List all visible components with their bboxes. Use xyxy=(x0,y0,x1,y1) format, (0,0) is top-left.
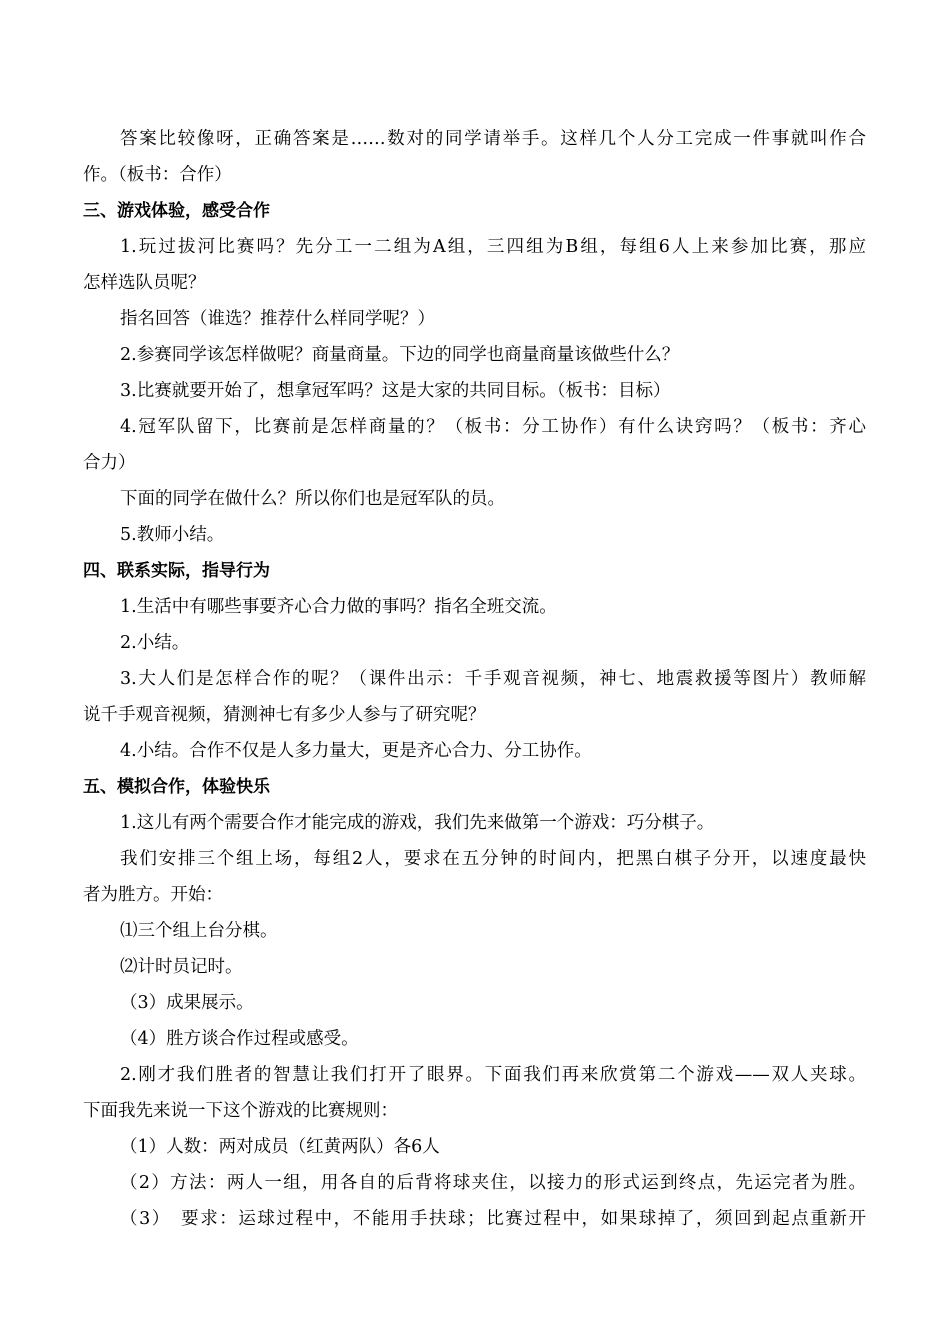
paragraph-line: （4）胜方谈合作过程或感受。 xyxy=(120,1029,359,1049)
paragraph-line: ⑴三个组上台分棋。 xyxy=(120,921,278,941)
paragraph-line: 3.比赛就要开始了，想拿冠军吗？这是大家的共同目标。（板书：目标） xyxy=(120,381,671,401)
paragraph-line: 说千手观音视频，猜测神七有多少人参与了研究呢？ xyxy=(83,705,486,725)
paragraph-line: ⑵计时员记时。 xyxy=(120,957,243,977)
section-heading: 四、联系实际，指导行为 xyxy=(83,561,270,581)
paragraph-line: 合力） xyxy=(83,453,136,473)
paragraph-line: 下面我先来说一下这个游戏的比赛规则： xyxy=(83,1101,398,1121)
paragraph-line: 1.玩过拔河比赛吗？先分工一二组为A组，三四组为B组，每组6人上来参加比赛，那应 xyxy=(120,237,866,257)
paragraph-line: （3）成果展示。 xyxy=(120,993,254,1013)
paragraph-line: 2.小结。 xyxy=(120,633,190,653)
paragraph-line: 4.冠军队留下，比赛前是怎样商量的？（板书：分工协作）有什么诀窍吗？（板书：齐心 xyxy=(120,417,866,437)
paragraph-line: 3.大人们是怎样合作的呢？（课件出示：千手观音视频，神七、地震救援等图片）教师解 xyxy=(120,669,866,689)
section-heading: 三、游戏体验，感受合作 xyxy=(83,201,270,221)
paragraph-line: 指名回答（谁选？推荐什么样同学呢？） xyxy=(120,309,435,329)
section-heading: 五、模拟合作，体验快乐 xyxy=(83,777,270,797)
paragraph-line: 怎样选队员呢？ xyxy=(83,273,206,293)
paragraph-line: 1.生活中有哪些事要齐心合力做的事吗？指名全班交流。 xyxy=(120,597,557,617)
paragraph-line: （3） 要求：运球过程中，不能用手扶球；比赛过程中，如果球掉了，须回到起点重新开 xyxy=(120,1209,866,1229)
paragraph-line: 答案比较像呀，正确答案是……数对的同学请举手。这样几个人分工完成一件事就叫作合 xyxy=(120,129,866,149)
paragraph-line: 5.教师小结。 xyxy=(120,525,225,545)
paragraph-line: 者为胜方。开始： xyxy=(83,885,223,905)
paragraph-line: 我们安排三个组上场，每组2人，要求在五分钟的时间内，把黑白棋子分开，以速度最快 xyxy=(120,849,866,869)
paragraph-line: （1）人数：两对成员（红黄两队）各6人 xyxy=(120,1137,440,1157)
paragraph-line: 2.参赛同学该怎样做呢？商量商量。下边的同学也商量商量该做些什么？ xyxy=(120,345,680,365)
paragraph-line: 下面的同学在做什么？所以你们也是冠军队的员。 xyxy=(120,489,505,509)
paragraph-line: 作。（板书：合作） xyxy=(83,165,232,185)
paragraph-line: 2.刚才我们胜者的智慧让我们打开了眼界。下面我们再来欣赏第二个游戏——双人夹球。 xyxy=(120,1065,866,1085)
paragraph-line: 1.这儿有两个需要合作才能完成的游戏，我们先来做第一个游戏：巧分棋子。 xyxy=(120,813,715,833)
paragraph-line: （2）方法：两人一组，用各自的后背将球夹住，以接力的形式运到终点，先运完者为胜。 xyxy=(120,1173,866,1193)
paragraph-line: 4.小结。合作不仅是人多力量大，更是齐心合力、分工协作。 xyxy=(120,741,592,761)
